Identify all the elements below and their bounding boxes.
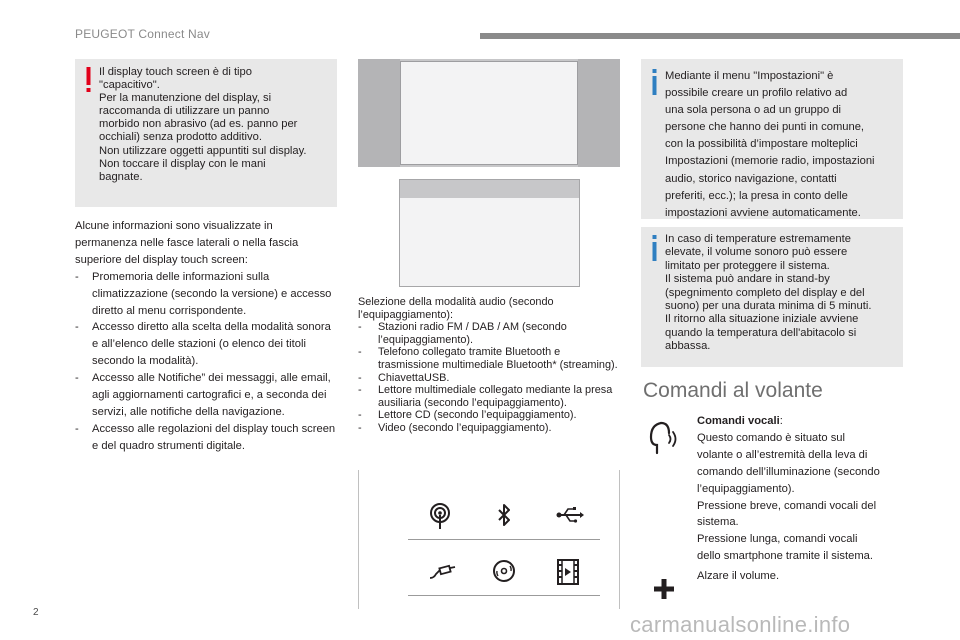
- source-video[interactable]: [536, 552, 600, 596]
- display-screen: [400, 61, 578, 165]
- watermark: carmanualsonline.info: [630, 612, 851, 637]
- plus-icon: [652, 577, 676, 601]
- list-item-text: Lettore CD (secondo l’equipaggiamento).: [378, 409, 577, 422]
- icon-underline: [472, 595, 536, 596]
- bluetooth-icon: [492, 502, 516, 530]
- intro-lead: Alcune informazioni sono visualizzate in permanenza nelle fasce laterali o nella fascia superiore del display touch screen:: [75, 220, 299, 266]
- list-dash: -: [358, 421, 362, 434]
- icon-underline: [536, 539, 600, 540]
- info-box-temperature: [641, 227, 903, 367]
- icon-underline: [408, 595, 472, 596]
- page-number: 2: [33, 607, 39, 618]
- list-item-text: Stazioni radio FM / DAB / AM (secondo l’equipaggiamento).: [378, 321, 567, 346]
- audio-lead: Selezione della modalità audio (secondo l’equipaggiamento):: [358, 296, 554, 321]
- list-dash: -: [75, 372, 79, 385]
- list-dash: -: [75, 270, 79, 283]
- header-rule: [480, 33, 960, 39]
- list-dash: -: [75, 321, 79, 334]
- volume-up-text: Alzare il volume.: [697, 570, 780, 582]
- list-dash: -: [358, 409, 362, 422]
- list-item-text: Accesso alle regolazioni del display touch screen e del quadro strumenti digitale.: [92, 422, 336, 452]
- list-item: [358, 346, 620, 371]
- icon-underline: [536, 595, 600, 596]
- usb-icon: [556, 502, 584, 530]
- list-dash: -: [358, 371, 362, 384]
- list-item-text: Telefono collegato tramite Bluetooth e trasmissione multimediale Bluetooth* (streaming).: [378, 346, 618, 371]
- voice-command-body: Questo comando è situato sul volante o all’estremità della leva di comando dell’illuminazione (secondo l’equipaggiamento). Pressione breve, comandi vocali del sistema. Pressione lunga, comandi vocali dello smartphone tramite il sistema.: [697, 431, 880, 563]
- intro-list: [75, 269, 337, 455]
- display-side-band-left: [358, 59, 400, 167]
- list-item: [358, 372, 620, 385]
- list-item: [75, 370, 337, 421]
- radio-icon: [428, 502, 452, 530]
- list-item: [75, 319, 337, 370]
- source-usb[interactable]: [536, 496, 600, 540]
- info-icon: [652, 235, 657, 261]
- voice-command-colon: :: [779, 415, 783, 427]
- source-bluetooth[interactable]: [472, 496, 536, 540]
- video-icon: [556, 558, 580, 586]
- source-cd[interactable]: [472, 552, 536, 596]
- voice-command-icon: [647, 419, 681, 457]
- info-box-profiles: [641, 59, 903, 219]
- warning-box: [75, 59, 337, 207]
- cd-icon: [492, 558, 516, 586]
- display-side-band-right: [578, 59, 620, 167]
- list-item: [75, 269, 337, 320]
- icon-underline: [408, 539, 472, 540]
- list-item-text: Accesso diretto alla scelta della modalità sonora e all’elenco delle stazioni (o elenco dei titoli secondo la modalità).: [92, 321, 331, 368]
- source-radio[interactable]: [408, 496, 472, 540]
- list-dash: -: [358, 346, 362, 359]
- intro-section: [75, 218, 337, 455]
- info-text-temperature: In caso di temperature estremamente elevate, il volume sonoro può essere limitato per proteggere il sistema. Il sistema può andare in stand-by (spegnimento completo del display e del suono) per una durata minima di 5 minuti. Il ritorno alla situazione iniziale avviene quando la temperatura dell'abitacolo si abbassa.: [665, 233, 872, 353]
- list-dash: -: [358, 384, 362, 397]
- list-item: [358, 409, 620, 422]
- list-item-text: ChiavettaUSB.: [378, 371, 450, 384]
- display-top-band: [400, 180, 579, 198]
- list-dash: -: [358, 321, 362, 334]
- display-illustration-top: [358, 59, 620, 167]
- voice-command-title: Comandi vocali: [697, 415, 780, 427]
- list-item-text: Accesso alle Notifiche” dei messaggi, alle email, agli aggiornamenti cartografici e, a seconda dei servizi, alle notifiche della navigazione.: [92, 372, 331, 418]
- list-item: [358, 384, 620, 409]
- section-title: Comandi al volante: [643, 379, 823, 402]
- audio-source-panel: [358, 470, 620, 609]
- warning-text: Il display touch screen è di tipo "capacitivo". Per la manutenzione del display, si raccomanda di utilizzare un panno morbido non abrasivo (ad es. panno per occhiali) senza prodotto additivo. Non utilizzare oggetti appuntiti sul display. Non toccare il display con le mani bagnate.: [99, 66, 307, 183]
- source-aux[interactable]: [408, 552, 472, 596]
- display-illustration-mid: [399, 179, 580, 287]
- aux-jack-icon: [428, 558, 456, 586]
- list-item: [358, 321, 620, 346]
- audio-list: [358, 321, 620, 434]
- icon-underline: [472, 539, 536, 540]
- info-text-profiles: Mediante il menu "Impostazioni" è possibile creare un profilo relativo ad una sola persona o ad un gruppo di persone che hanno dei punti in comune, con la possibilità d’impostare molteplici Impostazioni (memorie radio, impostazioni audio, storico navigazione, contatti preferiti, ecc.); la presa in conto delle impostazioni avviene automaticamente.: [665, 70, 875, 219]
- list-item: [358, 422, 620, 435]
- audio-section: [358, 296, 620, 435]
- list-item: [75, 421, 337, 455]
- voice-command-description: [697, 413, 907, 565]
- list-item-text: Video (secondo l’equipaggiamento).: [378, 421, 552, 434]
- list-item-text: Lettore multimediale collegato mediante la presa ausiliaria (secondo l’equipaggiamento).: [378, 384, 613, 409]
- exclamation-icon: [86, 67, 91, 93]
- header-title: PEUGEOT Connect Nav: [75, 27, 210, 41]
- list-item-text: Promemoria delle informazioni sulla climatizzazione (secondo la versione) e accesso diretto al menu corrispondente.: [92, 270, 332, 317]
- list-dash: -: [75, 422, 79, 435]
- info-icon: [652, 69, 657, 95]
